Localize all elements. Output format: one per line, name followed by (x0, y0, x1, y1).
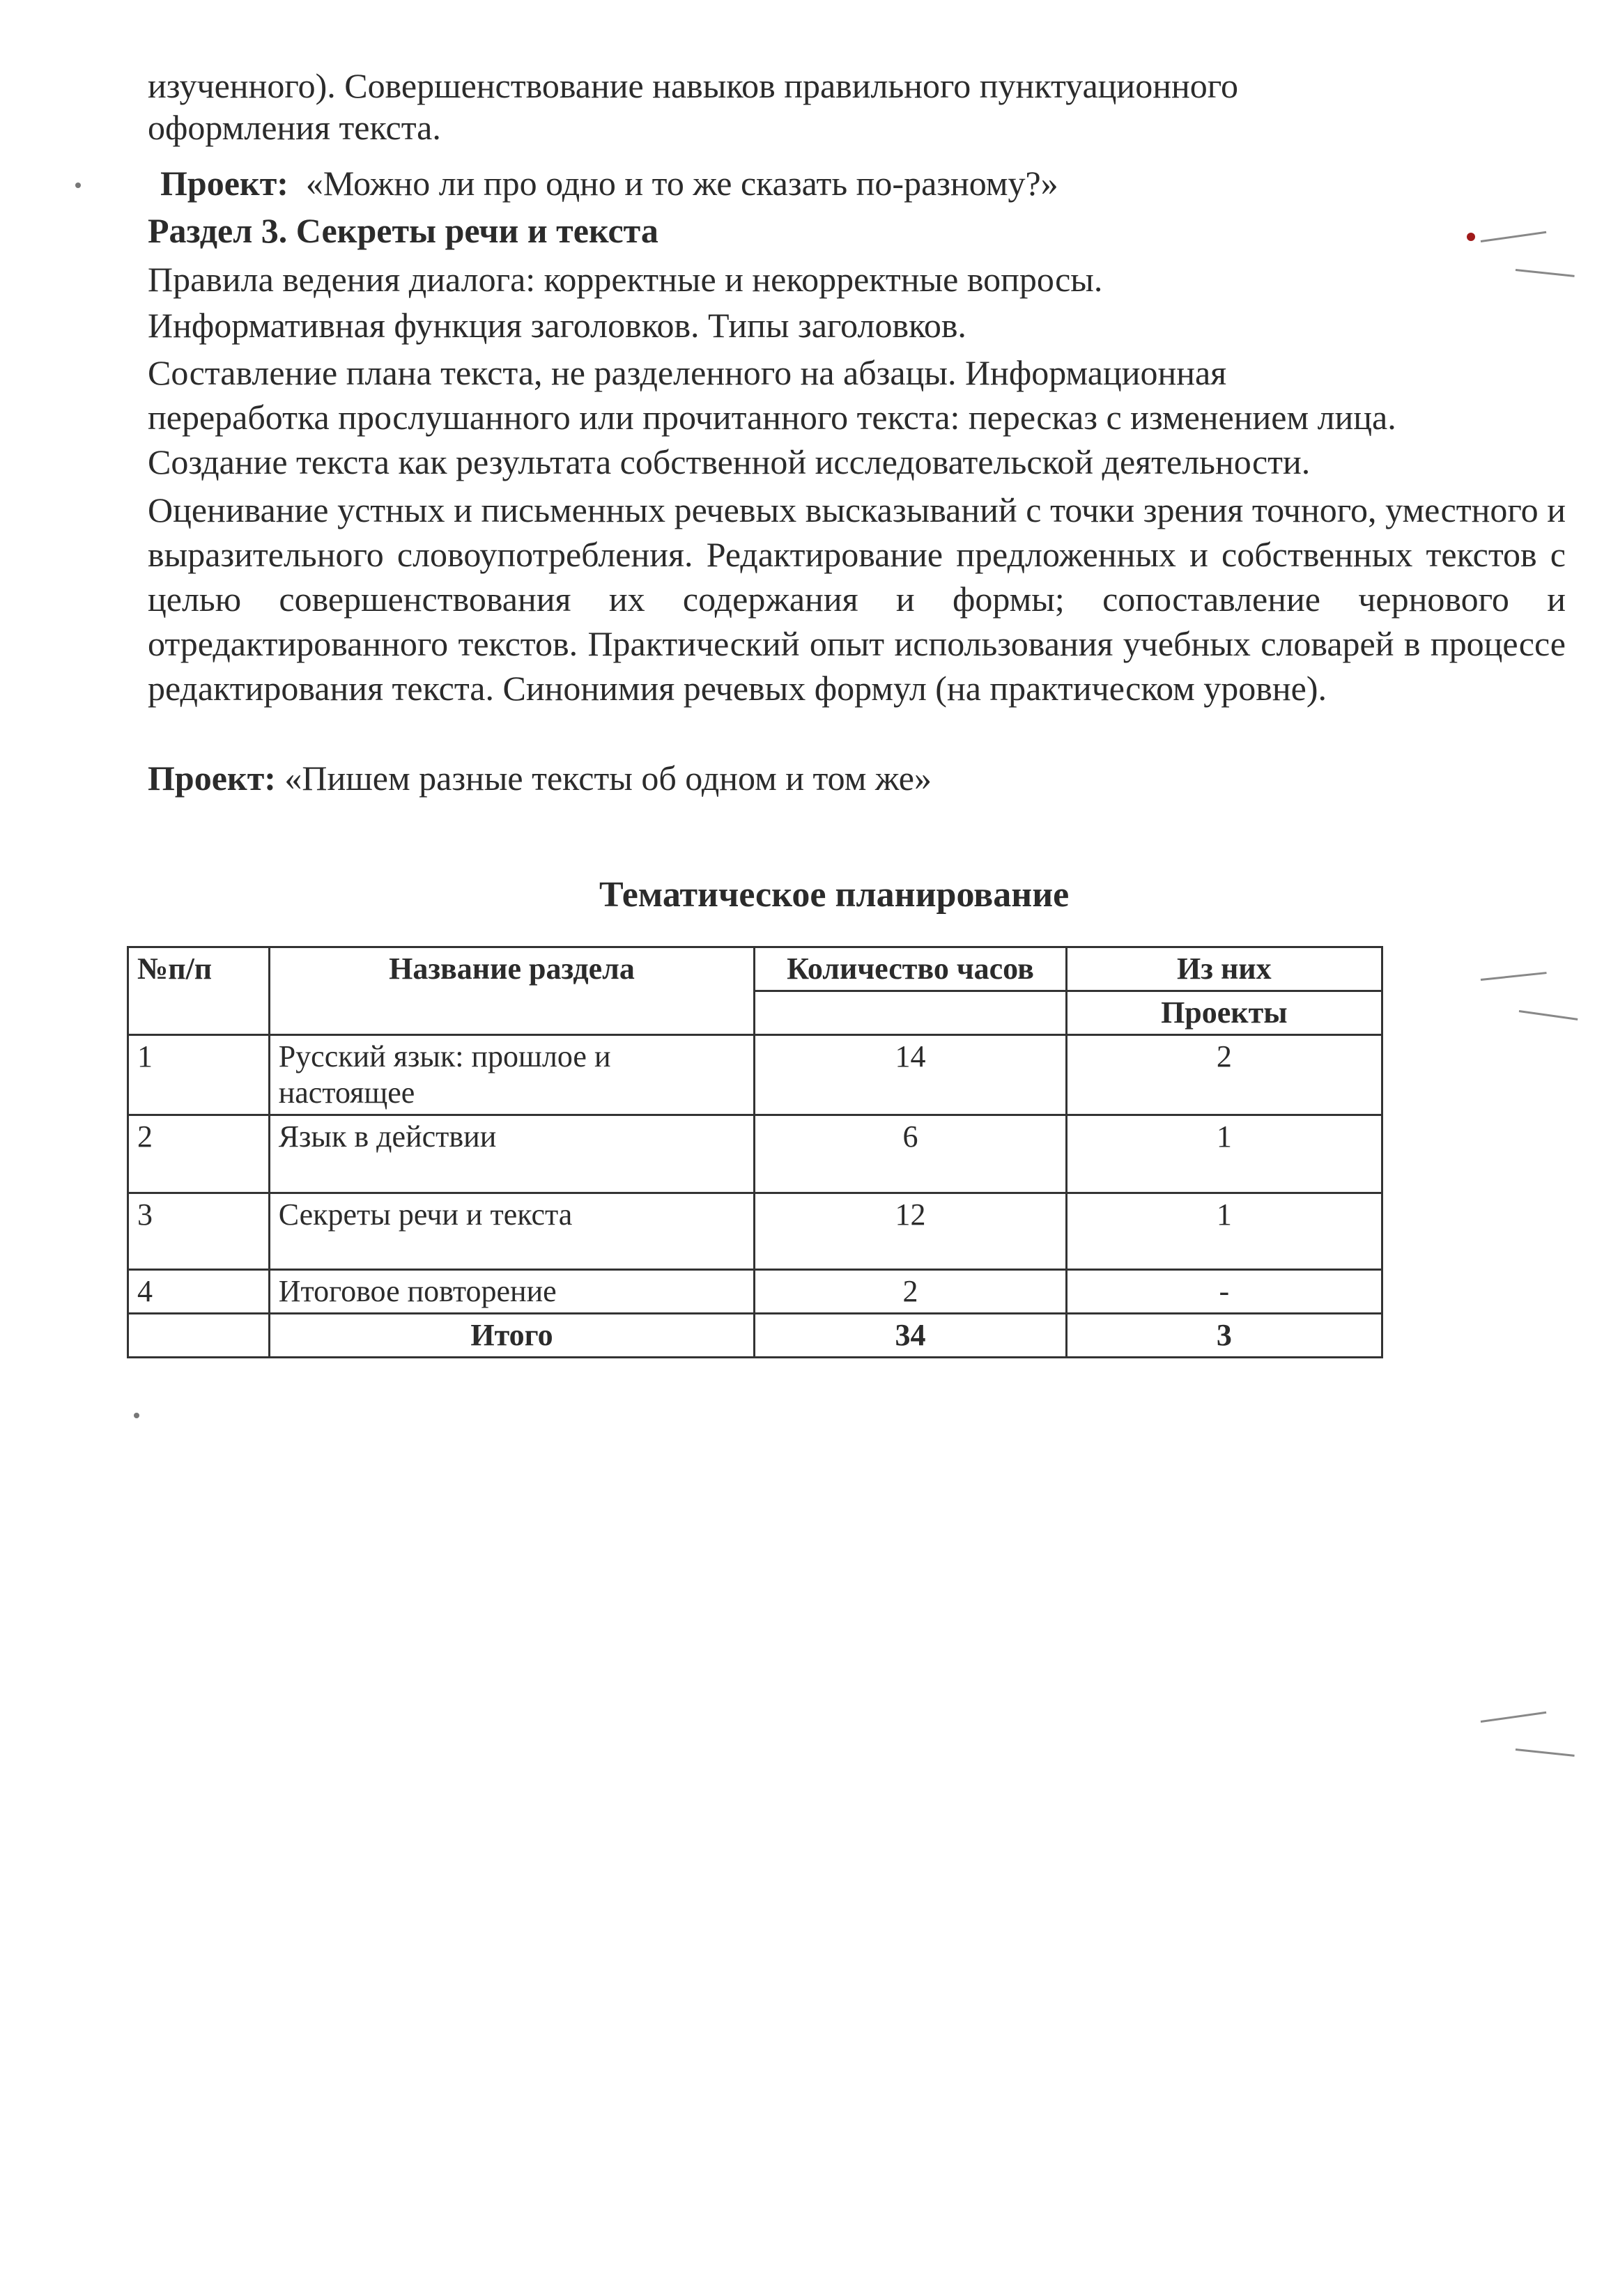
cell-projects: - (1066, 1270, 1382, 1314)
cell-hours: 2 (755, 1270, 1066, 1314)
cell-hours: 14 (755, 1035, 1066, 1115)
cell-name: Итоговое повторение (269, 1270, 755, 1314)
cell-num: 1 (128, 1035, 270, 1115)
header-num: №п/п (128, 947, 270, 1035)
cell-projects: 2 (1066, 1035, 1382, 1115)
cell-name: Русский язык: прошлое и настоящее (269, 1035, 755, 1115)
table-title: Тематическое планирование (599, 875, 1070, 915)
cell-num (128, 1314, 270, 1358)
paragraph-line: оформления текста. (148, 108, 441, 147)
cell-hours: 6 (755, 1115, 1066, 1193)
header-of-them: Из них (1066, 947, 1382, 991)
scan-dot (75, 183, 81, 188)
cell-name: Секреты речи и текста (269, 1193, 755, 1270)
project-text: «Можно ли про одно и то же сказать по-разному?» (305, 164, 1058, 203)
table-row (128, 1115, 1382, 1193)
scan-mark (1481, 972, 1547, 981)
table-row (128, 1270, 1382, 1314)
planning-table (127, 946, 1383, 1358)
ink-spot (1467, 233, 1475, 241)
paragraph-line: Правила ведения диалога: корректные и некорректные вопросы. (148, 260, 1103, 299)
cell-num: 4 (128, 1270, 270, 1314)
scan-mark (1481, 231, 1546, 242)
header-projects: Проекты (1066, 991, 1382, 1035)
scan-mark (1516, 1748, 1575, 1757)
header-empty (755, 991, 1066, 1035)
cell-num: 3 (128, 1193, 270, 1270)
cell-projects: 1 (1066, 1115, 1382, 1193)
paragraph: Оценивание устных и письменных речевых высказываний с точки зрения точного, уместного и выразительного словоупотребления. Редактирование предложенных и собственных текстов с целью совершенствования их содержания и формы; сопоставление чернового и отредактированного текстов. Практический опыт использования учебных словарей в процессе редактирования текста. Синонимия речевых формул (на практическом уровне). (148, 490, 1566, 708)
project-line (160, 162, 1058, 205)
total-projects: 3 (1066, 1314, 1382, 1358)
scan-mark (1519, 1010, 1578, 1021)
scan-dot (134, 1413, 139, 1418)
header-name: Название раздела (269, 947, 755, 1035)
cell-hours: 12 (755, 1193, 1066, 1270)
total-label: Итого (269, 1314, 755, 1358)
cell-projects: 1 (1066, 1193, 1382, 1270)
header-hours: Количество часов (755, 947, 1066, 991)
paragraph-line: переработка прослушанного или прочитанного текста: пересказ с изменением лица. (148, 398, 1396, 437)
section-title: Раздел 3. Секреты речи и текста (148, 211, 658, 250)
project-line (148, 757, 932, 800)
cell-name: Язык в действии (269, 1115, 755, 1193)
table-row (128, 1035, 1382, 1115)
project-text: «Пишем разные тексты об одном и том же» (284, 759, 932, 798)
cell-num: 2 (128, 1115, 270, 1193)
paragraph-line: изученного). Совершенствование навыков правильного пунктуационного (148, 66, 1238, 105)
paragraph-line: Создание текста как результата собственной исследовательской деятельности. (148, 442, 1311, 481)
project-label: Проект: (148, 759, 276, 798)
paragraph-line: Информативная функция заголовков. Типы заголовков. (148, 306, 966, 345)
total-row (128, 1314, 1382, 1358)
project-label: Проект: (160, 164, 288, 203)
scan-mark (1481, 1712, 1546, 1723)
scan-mark (1516, 269, 1575, 277)
table-row (128, 1193, 1382, 1270)
total-hours: 34 (755, 1314, 1066, 1358)
paragraph-line: Составление плана текста, не разделенного на абзацы. Информационная (148, 353, 1227, 392)
